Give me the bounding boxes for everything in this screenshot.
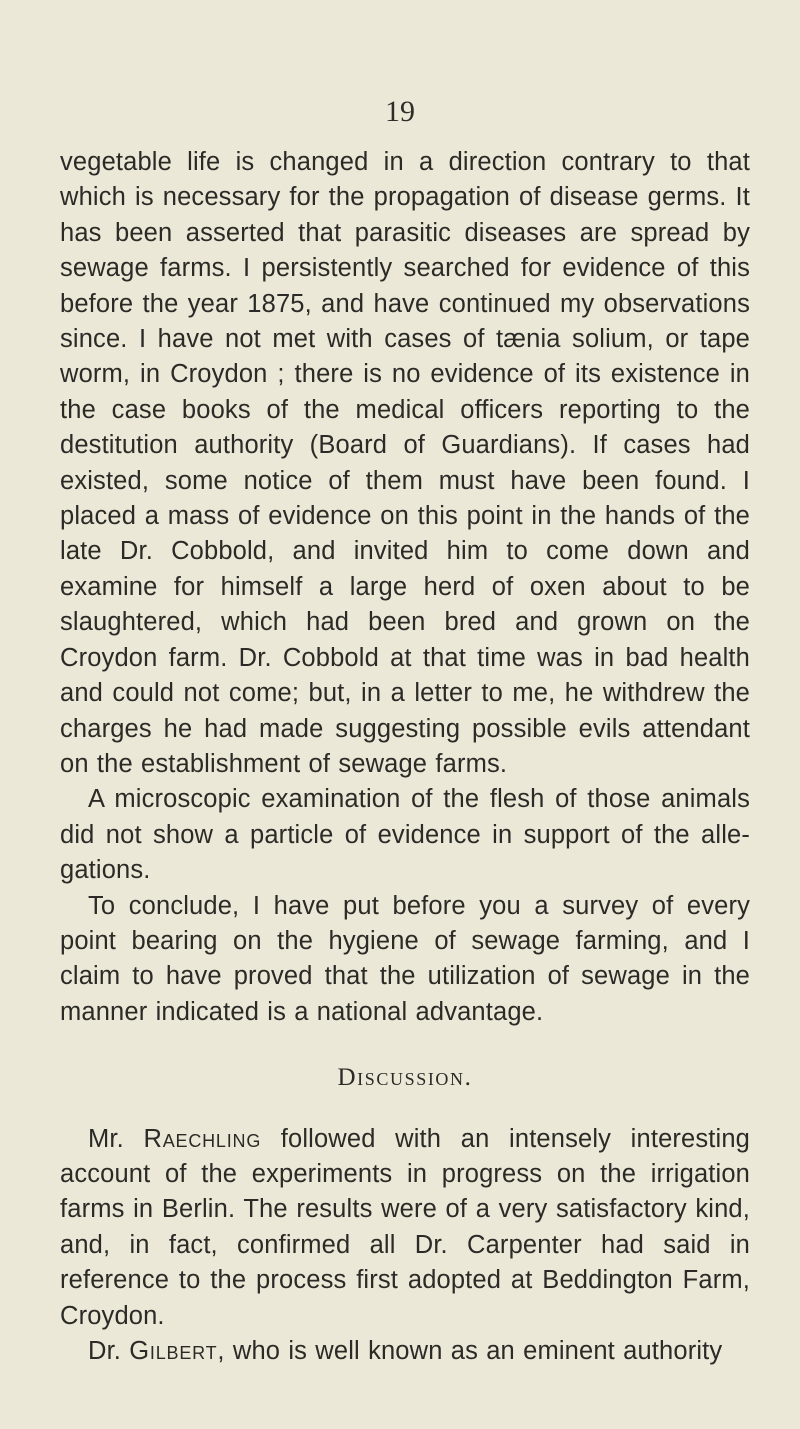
- paragraph-raechling: [60, 1122, 750, 1334]
- speaker-name-gilbert: Gilbert: [129, 1337, 218, 1365]
- page-number: 19: [385, 95, 415, 128]
- speaker-name-raechling: Raechling: [143, 1124, 262, 1153]
- paragraph-microscopic-examination: A microscopic examination of the flesh of those animals did not show a particle of evidence in support of the alle-gations.: [60, 785, 750, 885]
- body-text: [60, 145, 750, 1369]
- paragraph-conclusion: To conclude, I have put before you a survey of every point bearing on the hygiene of sewage farming, and I claim to have proved that the utilization of sewage in the manner indicated is a national advantage.: [60, 891, 750, 1026]
- paragraph-gilbert: [60, 1334, 750, 1369]
- gilbert-text: , who is well known as an eminent authority: [217, 1337, 723, 1365]
- paragraph-sewage-farms: vegetable life is changed in a direction contrary to that which is necessary for the propagation of disease germs. It has been asserted that parasitic diseases are spread by sewage farms. I persistently searched for evidence of this before the year 1875, and have continued my observations since. I have not met with cases of tænia solium, or tape worm, in Croydon ; there is no evidence of its existence in the case books of the medical officers reporting to the destitution authority (Board of Guardians). If cases had existed, some notice of them must have been found. I placed a mass of evidence on this point in the hands of the late Dr. Cobbold, and invited him to come down and examine for himself a large herd of oxen about to be slaughtered, which had been bred and grown on the Croydon farm. Dr. Cobbold at that time was in bad health and could not come; but, in a letter to me, he withdrew the charges he had made suggesting possible evils attendant on the establishment of sewage farms.: [60, 148, 750, 778]
- raechling-text: followed with an intensely interesting account of the experiments in progress on the irrigation farms in Berlin. The results were of a very satisfactory kind, and, in fact, confirmed all Dr. Carpenter had said in reference to the process first adopted at Beddington Farm, Croydon.: [60, 1124, 750, 1330]
- gilbert-prefix: Dr.: [88, 1337, 130, 1365]
- raechling-prefix: Mr.: [88, 1124, 144, 1153]
- discussion-heading: Discussion.: [337, 1064, 473, 1092]
